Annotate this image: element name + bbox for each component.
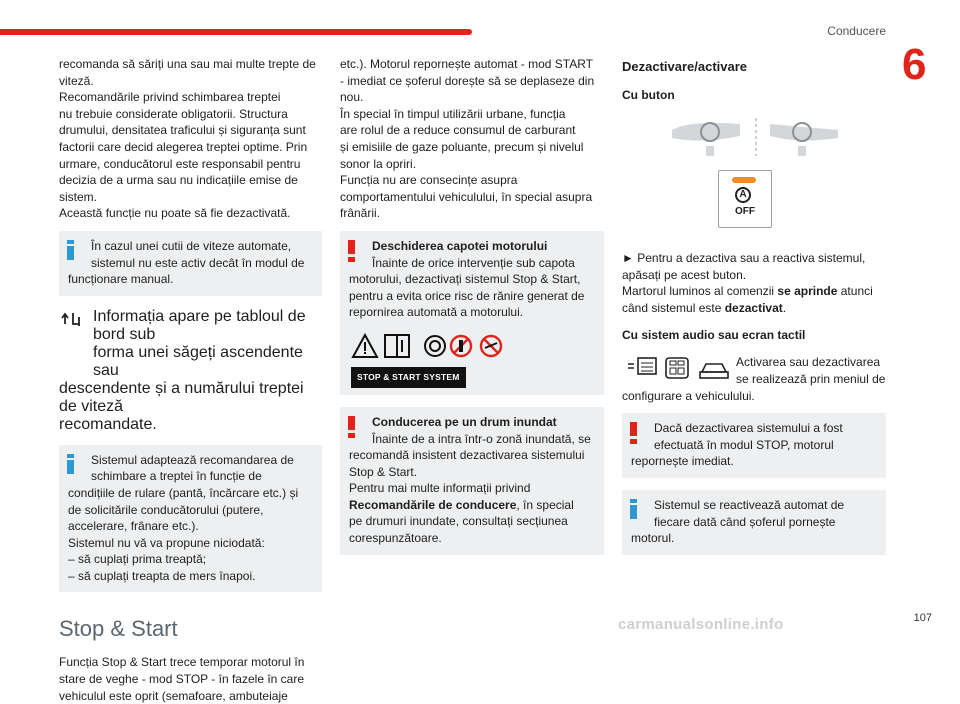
warning-icon [630, 422, 637, 449]
info-box: Sistemul se reactivează automat de fiecare dată când șoferul pornește motorul. [622, 490, 886, 555]
info-icon [67, 454, 74, 479]
info-box: Sistemul adaptează recomandarea de schimbare a treptei în funcție de condițiile de rulare (pantă, încărcare etc.) și de solicitările conducătorului (putere, accelerare, frânare etc.). Sistemul nu vă va propune niciodată: – să cuplați prima treaptă; – să cuplați treapta de mers înapoi. [59, 445, 322, 593]
indicator-lamp [732, 177, 756, 183]
paragraph: Funcția Stop & Start trece temporar motorul în stare de veghe - mod STOP - în fazele în care vehiculul este oprit (semafoare, ambuteiaje [59, 655, 305, 703]
info-box: În cazul unei cutii de viteze automate, sistemul nu este activ decât în modul de funcționare manual. [59, 231, 322, 296]
auto-a-icon: A [735, 187, 751, 203]
info-icon [67, 240, 74, 265]
warning-box: Dacă dezactivarea sistemului a fost efectuată în modul STOP, motorul repornește imediat. [622, 413, 886, 478]
off-label: OFF [735, 206, 755, 217]
screen-settings-icon [626, 356, 730, 387]
chapter-number: 6 [902, 40, 927, 89]
paragraph: etc.). Motorul repornește automat - mod START - imediat ce șoferul dorește să se deplaseze din nou. În special în timpul utilizării urbane, funcția are rolul de a reduce consumul de carburant și emisiile de gaze poluante, precum și nivelul sonor la opriri. Funcția nu are consecințe asupra comportamentului vehiculului, în special asupra frânării. [340, 57, 595, 221]
steering-wheel-illustration [670, 116, 842, 162]
hood-label-illustration [351, 331, 511, 383]
info-icon [630, 499, 637, 524]
paragraph: ► Pentru a dezactiva sau a reactiva sistemul, apăsați pe acest buton. Martorul luminos al comenzii se aprinde atunci când sistemul este dezactivat. [622, 251, 873, 315]
sub-heading-touchscreen: Cu sistem audio sau ecran tactil [622, 328, 806, 343]
warning-icon [348, 416, 355, 443]
sub-heading-button: Cu buton [622, 88, 675, 102]
watermark: carmanualsonline.info [618, 616, 784, 633]
paragraph: recomanda să săriți una sau mai multe trepte de viteză. Recomandările privind schimbarea treptei nu trebuie considerate obligatorii. Structura drumului, densitatea traficului și siguranța sunt factorii care decid alegerea treptei optime. Prin urmare, conducătorul este responsabil pentru decizia de a urma sau nu indicațiile emise de sistem. Această funcție nu poate să fie dezactivată. [59, 57, 316, 221]
section-title: Conducere [827, 24, 886, 38]
gear-shift-arrow-icon [61, 310, 83, 333]
page-number: 107 [913, 612, 932, 624]
column-3 [622, 59, 886, 555]
stop-start-off-button[interactable] [718, 170, 772, 228]
touchscreen-note: Activarea sau dezactivarea se realizează prin meniul de configurare a vehiculului. [622, 355, 886, 403]
warning-box: Conducerea pe un drum inundat Înainte de a intra într-o zonă inundată, se recomandă insistent dezactivarea sistemului Stop & Start. Pentru mai multe informații privind Recomandările de conducere, în special pe drumuri inundate, consultați secțiunea corespunzătoare. [340, 407, 604, 555]
column-1 [59, 56, 322, 704]
dashboard-note: Informația apare pe tabloul de bord sub forma unei săgeți ascendente sau descendente și a numărului treptei de viteză recomandate. [59, 307, 306, 433]
section-heading: Stop & Start [59, 616, 178, 642]
stop-start-label: STOP & START SYSTEM [351, 367, 466, 388]
header-red-bar [0, 29, 472, 35]
subsection-heading: Dezactivare/activare [622, 59, 748, 74]
warning-box: Deschiderea capotei motorului Înainte de orice intervenție sub capota motorului, dezactivați sistemul Stop & Start, pentru a evita orice risc de rănire generat de repornirea automată a motorului. STOP & START SYSTEM [340, 231, 604, 395]
column-2 [340, 56, 604, 555]
warning-icon [348, 240, 355, 267]
